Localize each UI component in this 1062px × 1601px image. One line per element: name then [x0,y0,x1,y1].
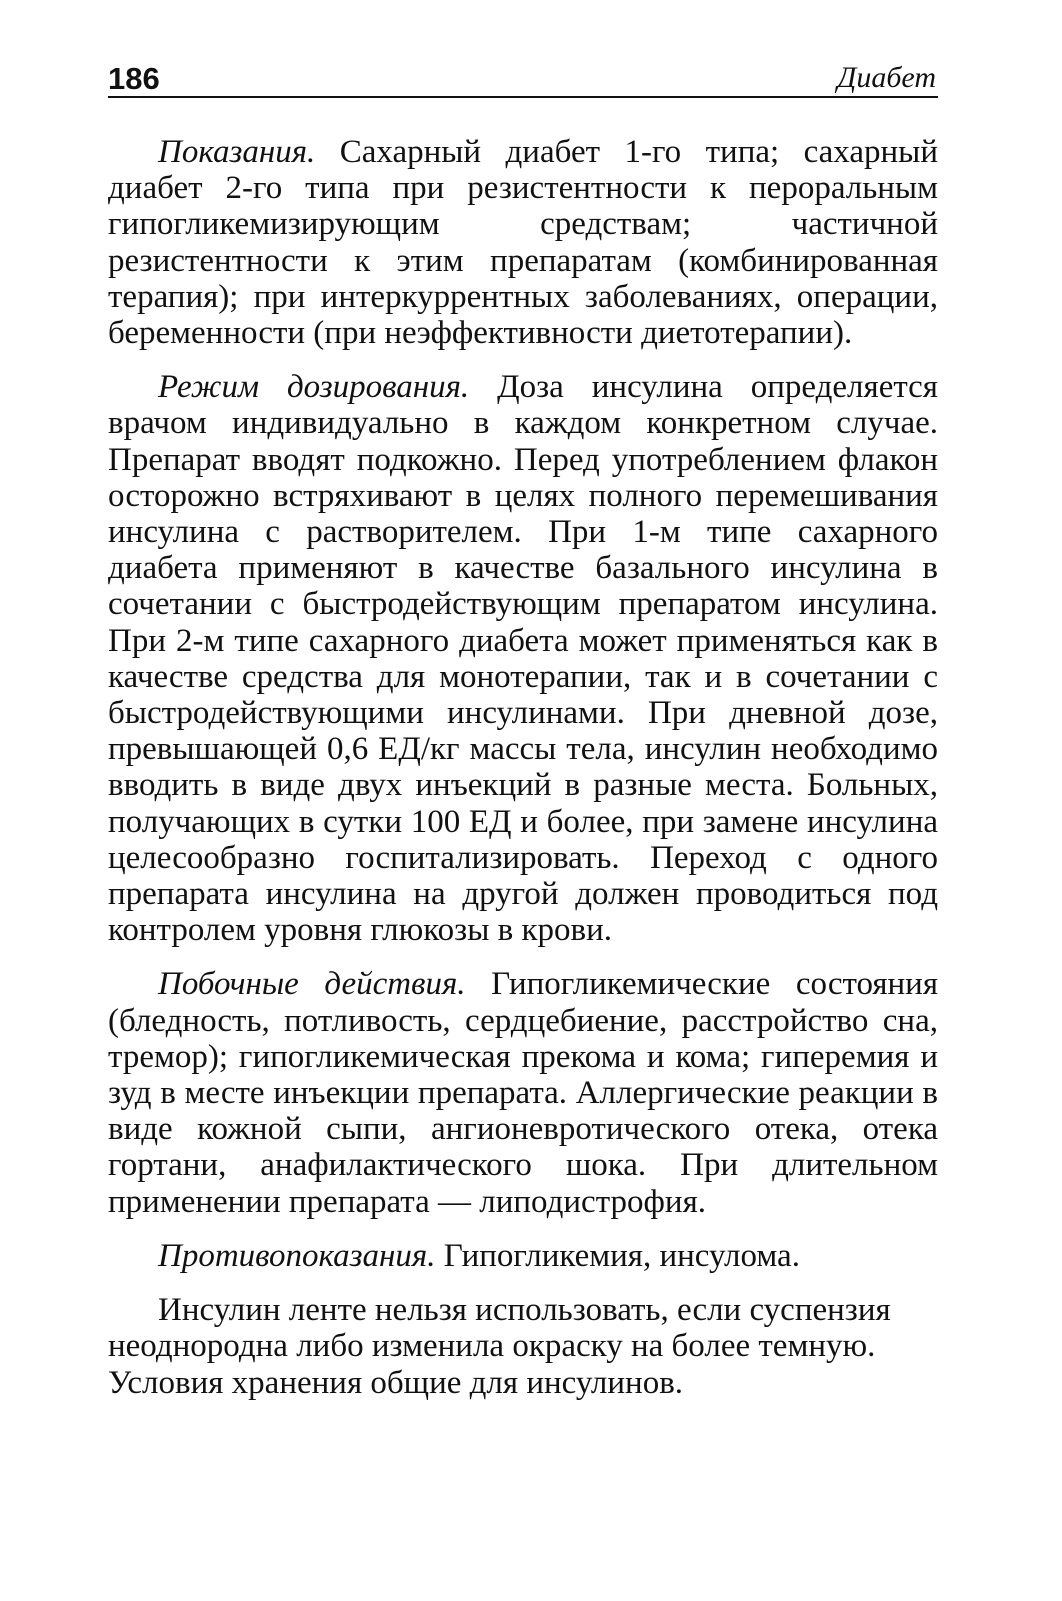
text-dosage: Доза инсулина определяется врачом индивидуально в каждом конкретном случае. Препарат вводят подкожно. Перед употреблением флакон осторожно встряхивают в целях полного перемешивания инсулина с растворителем. При 1-м типе сахарного диабета применяют в качестве базального инсулина в сочетании с быстродействующим препаратом инсулина. При 2-м типе сахарного диабета может применяться как в качестве средства для монотерапии, так и в сочетании с быстродействующими инсулинами. При дневной дозе, превышающей 0,6 ЕД/кг массы тела, инсулин необходимо вводить в виде двух инъекций в разные места. Больных, получающих в сутки 100 ЕД и более, при замене инсулина целесообразно госпитализировать. Переход с одного препарата инсулина на другой должен проводиться под контролем уровня глюкозы в крови. [108,369,938,949]
running-header [108,52,938,98]
section-title: Диабет [837,61,936,94]
paragraph-contraindications [108,1238,938,1274]
page-body [108,134,938,1401]
text-side-effects: Гипогликемические состояния (бледность, потливость, сердцебиение, расстройство сна, тремор); гипогликемическая прекома и кома; гиперемия и зуд в месте инъекции препарата. Аллергические реакции в виде кожной сыпи, ангионевротического отека, отека гортани, анафилактического шока. При длительном применении препарата — липодистрофия. [108,966,939,1220]
page-number: 186 [108,61,160,96]
paragraph-indications [108,134,938,351]
term-indications: Показания. [158,134,316,170]
term-side-effects: Побочные действия. [158,966,466,1003]
paragraph-note [108,1292,938,1401]
term-dosage: Режим дозирования. [158,369,470,406]
text-contraindications: Гипогликемия, инсулома. [435,1237,800,1274]
paragraph-side-effects [108,966,938,1219]
paragraph-dosage [108,369,938,948]
term-contraindications: Противопоказания. [158,1237,436,1274]
text-indications: Сахарный диабет 1-го типа; сахарный диабет 2-го типа при резистентности к пероральным гипогликемизирующим средствам; частичной резистентности к этим препаратам (комбинированная терапия); при интеркуррентных заболеваниях, операции, беременности (при неэффективности диетотерапии). [108,134,938,352]
text-note: Инсулин ленте нельзя использовать, если суспензия неоднородна либо изменила окраску на более темную. Условия хранения общие для инсулинов. [108,1292,891,1401]
book-page [108,52,938,1401]
